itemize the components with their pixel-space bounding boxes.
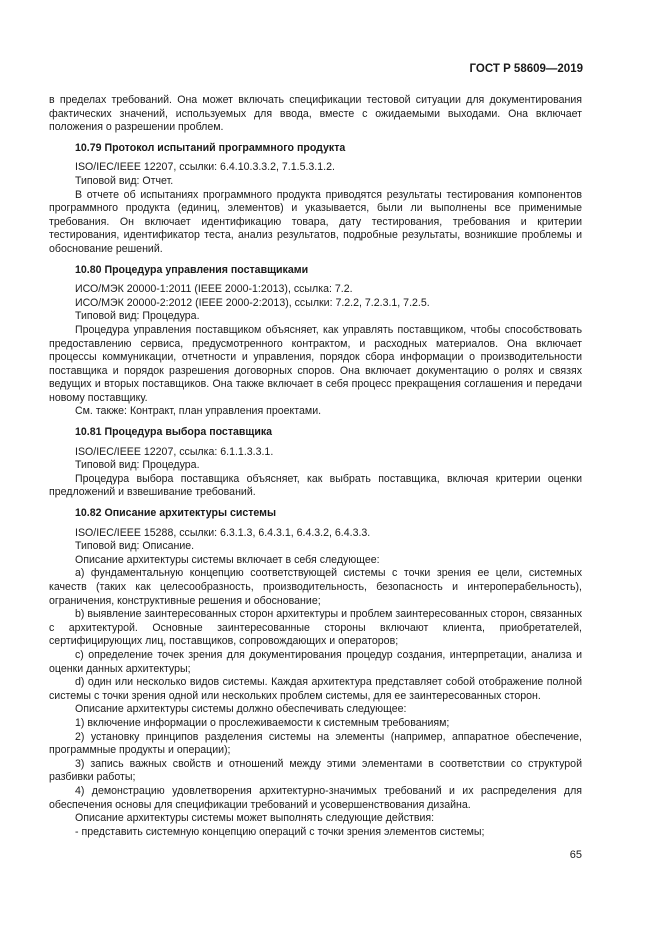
- body-paragraph: b) выявление заинтересованных сторон архитектуры и проблем заинтересованных сторон, связанных с архитектурой. Основные заинтересованные стороны включают клиента, приобретателей, сертифицирующих лиц, поставщиков, сопровождающих и операторов;: [49, 608, 582, 648]
- section-heading: 10.80 Процедура управления поставщиками: [75, 263, 309, 276]
- body-paragraph: Описание архитектуры системы может выполнять следующие действия:: [75, 812, 435, 825]
- body-paragraph: Описание архитектуры системы должно обеспечивать следующее:: [75, 703, 407, 716]
- body-paragraph: в пределах требований. Она может включать спецификации тестовой ситуации для документирования фактических значений, используемых для ввода, вместе с ожидаемыми выходами. Она включает положения о разрешении проблем.: [49, 94, 582, 134]
- body-paragraph: d) один или несколько видов системы. Каждая архитектура представляет собой отображение полной системы с точки зрения одной или нескольких проблем системы, для ее заинтересованных сторон.: [49, 676, 582, 702]
- body-paragraph: Типовой вид: Процедура.: [75, 459, 200, 472]
- body-paragraph: 3) запись важных свойств и отношений между этими элементами в соответствии со структурой разбивки работы;: [49, 757, 582, 784]
- document-header: ГОСТ Р 58609—2019: [469, 63, 583, 75]
- body-paragraph: Описание архитектуры системы включает в себя следующее:: [75, 553, 380, 566]
- body-paragraph: Типовой вид: Процедура.: [75, 310, 200, 323]
- section-heading: 10.79 Протокол испытаний программного продукта: [75, 141, 346, 154]
- body-paragraph: c) определение точек зрения для документирования процедур создания, интерпретации, анализа и оценки данных архитектуры;: [49, 648, 582, 675]
- body-paragraph: ИСО/МЭК 20000-2:2012 (IEEE 2000-2:2013), ссылки: 7.2.2, 7.2.3.1, 7.2.5.: [75, 296, 430, 309]
- body-paragraph: В отчете об испытаниях программного продукта приводятся результаты тестирования компонентов программного продукта (единиц, элементов) и указывается, были ли выполнены все применимые требования. Он включает идентификацию товара, дату тестирования, требования и критерии тестирования, идентификатор теста, анализ результатов, подробные результаты, возникшие проблемы и обоснование решений.: [49, 188, 582, 255]
- body-paragraph: Процедура выбора поставщика объясняет, как выбрать поставщика, включая критерии оценки предложений и взвешивание требований.: [49, 472, 582, 499]
- body-paragraph: 4) демонстрацию удовлетворения архитектурно-значимых требований и их распределения для обеспечения основы для спецификации требований и усовершенствования дизайна.: [49, 784, 582, 811]
- body-paragraph: ISO/IEC/IEEE 15288, ссылки: 6.3.1.3, 6.4.3.1, 6.4.3.2, 6.4.3.3.: [75, 526, 371, 539]
- section-heading: 10.81 Процедура выбора поставщика: [75, 426, 273, 439]
- body-paragraph: См. также: Контракт, план управления проектами.: [75, 405, 322, 418]
- document-body: [49, 94, 582, 839]
- body-paragraph: ISO/IEC/IEEE 12207, ссылка: 6.1.1.3.3.1.: [75, 445, 274, 458]
- body-paragraph: а) фундаментальную концепцию соответствующей системы с точки зрения ее цели, системных качеств (таких как целесообразность, производительность, безопасность и интероперабельность), ограничения, конструктивные решения и обоснование;: [49, 567, 582, 607]
- body-paragraph: Типовой вид: Описание.: [75, 540, 195, 553]
- body-paragraph: Процедура управления поставщиком объясняет, как управлять поставщиком, чтобы способствовать предоставлению сервиса, предусмотренного контрактом, и расходных материалов. Она включает процессы коммуникации, отчетности и управления, порядок сбора информации о производительности поставщика и порядок разрешения договорных споров. Она включает документацию о ролях и связях ведущих и вторых поставщиков. Она также включает в себя процесс прекращения соглашения и передачи новому поставщику.: [49, 323, 582, 404]
- body-paragraph: - представить системную концепцию операций с точки зрения элементов системы;: [75, 825, 485, 838]
- body-paragraph: ISO/IEC/IEEE 12207, ссылки: 6.4.10.3.3.2, 7.1.5.3.1.2.: [75, 161, 335, 174]
- body-paragraph: Типовой вид: Отчет.: [75, 174, 174, 187]
- page-number: 65: [569, 849, 582, 861]
- body-paragraph: 2) установку принципов разделения системы на элементы (например, аппаратное обеспечение, программные продукты и операции);: [49, 730, 582, 757]
- body-paragraph: ИСО/МЭК 20000-1:2011 (IEEE 2000-1:2013), ссылка: 7.2.: [75, 283, 353, 296]
- body-paragraph: 1) включение информации о прослеживаемости к системным требованиям;: [75, 716, 450, 729]
- section-heading: 10.82 Описание архитектуры системы: [75, 507, 277, 520]
